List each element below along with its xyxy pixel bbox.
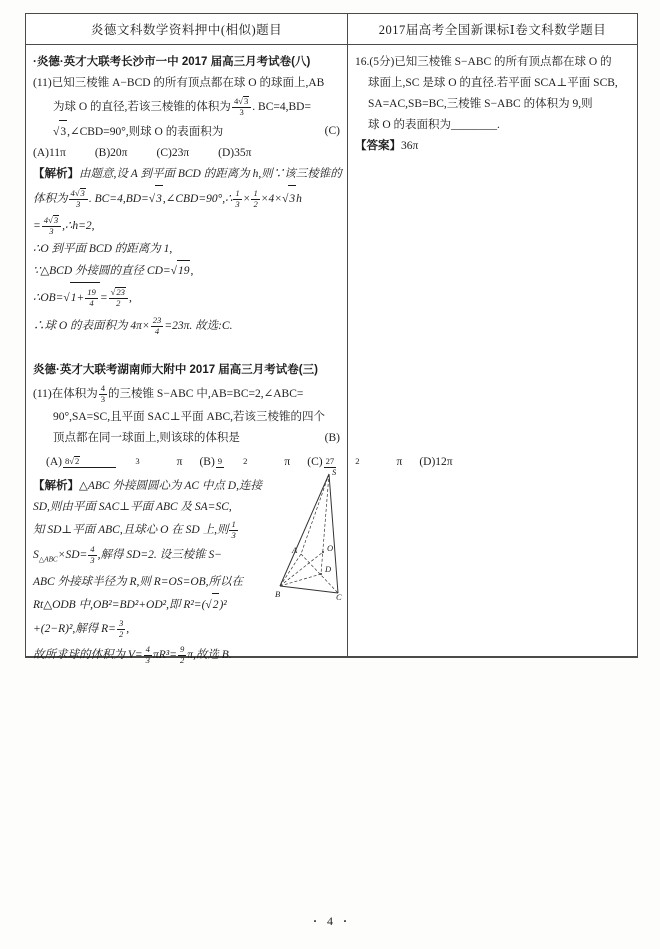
figure-label-b: B [275, 589, 281, 599]
problem1-question-line3-text: √3,∠CBD=90°,则球 O 的表面积为 [53, 120, 223, 143]
problem1-choice-d: (D)35π [218, 147, 252, 159]
problem1-choices [33, 143, 340, 164]
exam-problem-line4: 球 O 的表面积为________. [368, 119, 500, 131]
problem2-analysis-line2: SD,则由平面 SAC⊥平面 ABC 及 SA=SC, [33, 501, 232, 513]
problem1-analysis-line1 [33, 164, 340, 185]
point-o-dot [322, 551, 324, 553]
problem2-choice-d: (D)12π [419, 456, 453, 468]
problem1-answer-letter: (C) [324, 125, 340, 137]
problem1-analysis-line3: = $\frac{4√3}{3}$ ,∴h=2, [33, 215, 95, 237]
exam-problem-line2: 球面上,SC 是球 O 的直径.若平面 SCA⊥平面 SCB, [368, 77, 618, 89]
problem2-analysis-line1-text: △ABC 外接圆圆心为 AC 中点 D,连接 [79, 480, 262, 492]
problem1-analysis-line1-text: 由题意,设 A 到平面 BCD 的距离为 h,则∵该三棱锥的 [79, 168, 342, 180]
exam-problem-line3: SA=AC,SB=BC,三棱锥 S−ABC 的体积为 9,则 [368, 98, 593, 110]
problem2-analysis-line7: +(2−R)²,解得 R= $\frac{3}{2}$ , [33, 618, 130, 640]
problem2-answer-letter: (B) [324, 432, 340, 444]
footer-right-dot: · [343, 914, 348, 928]
table-header-row [26, 14, 637, 45]
header-cell-similar-problems: 炎德文科数学资料押中(相似)题目 [26, 14, 348, 44]
problem1-source-title: ·炎德·英才大联考长沙市一中 2017 届高三月考试卷(八) [33, 56, 311, 68]
problem1-choice-b: (B)20π [94, 147, 128, 159]
problem2-analysis-label: 【解析】 [33, 480, 79, 492]
problem2-source-title: 炎德·英才大联考湖南师大附中 2017 届高三月考试卷(三) [33, 364, 318, 376]
header-cell-exam-problems: 2017届高考全国新课标Ⅰ卷文科数学题目 [378, 23, 607, 37]
document-table [25, 13, 638, 666]
point-d-dot [320, 573, 322, 575]
problem1-choice-a: (A)11π [33, 147, 66, 159]
problem2-analysis-line6: Rt△ODB 中,OB²=BD²+OD²,即 R²=(√2)² [33, 593, 340, 616]
problem1-analysis-line7: ∴球 O 的表面积为 4π× $\frac{23}{4}$ =23π. 故选:C. [33, 314, 233, 336]
figure-label-d: D [325, 564, 332, 574]
problem1-analysis-line5: ∵△BCD 外接圆的直径 CD=√19, [33, 260, 340, 282]
problem2-choice-a: (A) 8√2 3 π [46, 456, 183, 468]
problem1-question-line2: 为球 O 的直径,若该三棱锥的体积为 $\frac{4√3}{3}$ . BC=4,BD= [53, 96, 311, 118]
table-body-row [26, 45, 637, 666]
exam-problem-line1: 16.(5分)已知三棱锥 S−ABC 的所有顶点都在球 O 的 [355, 56, 612, 68]
problem2-analysis-line5: ABC 外接球半径为 R,则 R=OS=OB,所以在 [33, 576, 244, 589]
page-footer [0, 914, 660, 929]
figure-label-a: A [292, 545, 298, 555]
problem1-analysis-line6: ∴OB=√1+ $\frac{19}{4}$ = $\frac{√23}{2}$ , [33, 282, 340, 313]
problem1-analysis-line4: ∴O 到平面 BCD 的距离为 1, [33, 243, 173, 255]
exam-answer-value: 36π [401, 140, 419, 152]
figure-label-o: O [327, 543, 334, 553]
problem2-question-line2: 90°,SA=SC,且平面 SAC⊥平面 ABC,若该三棱锥的四个 [53, 411, 326, 423]
problem1-analysis-line2: 体积为 $\frac{4√3}{3}$ . BC=4,BD=√3,∠CBD=90°,∴ $\frac{1}{3}$ × $\frac{1}{2}$ ×4×√3h [33, 185, 340, 213]
problem2-question-line3-text: 顶点都在同一球面上,则该球的体积是 [53, 432, 240, 444]
problem2-choice-c: (C) 27 2 π [307, 455, 403, 468]
problem1-analysis-label: 【解析】 [33, 168, 79, 180]
problem-separator-gap [33, 339, 340, 359]
tetrahedron-figure [275, 466, 345, 600]
exam-answer-line [355, 136, 630, 157]
problem2-analysis-line4: $S_{\triangle ABC}\times SD=$ $\frac{4}{3}$ ,解得 SD=2. 设三棱锥 S− [33, 543, 223, 565]
problem2-analysis-line8: 故所求球的体积为 V= $\frac{4}{3}$ πR³= $\frac{9}{2}$ π,故选 B. [33, 644, 232, 666]
figure-label-s: S [332, 467, 337, 477]
column-exam-problems [348, 45, 637, 657]
footer-left-dot: · [312, 914, 317, 928]
problem2-question-line3 [33, 428, 340, 449]
problem2-analysis-line3: 知 SD⊥平面 ABC,且球心 O 在 SD 上,则 $\frac{1}{3}$ [33, 518, 236, 540]
problem1-question-line3 [33, 120, 340, 143]
problem2-question-line1: (11)在体积为 $\frac{4}{3}$ 的三棱锥 S−ABC 中,AB=BC=2,∠ABC= [33, 382, 304, 404]
problem1-question-line1: (11)已知三棱锥 A−BCD 的所有顶点都在球 O 的球面上,AB [33, 77, 325, 89]
problem2-analysis-block [33, 467, 342, 668]
figure-label-c: C [336, 592, 342, 602]
problem2-choice-b: (B) 9 2 π [199, 455, 291, 468]
footer-page-number: 4 [327, 914, 333, 928]
exam-answer-label: 【答案】 [355, 140, 401, 152]
problem1-choice-c: (C)23π [156, 147, 190, 159]
